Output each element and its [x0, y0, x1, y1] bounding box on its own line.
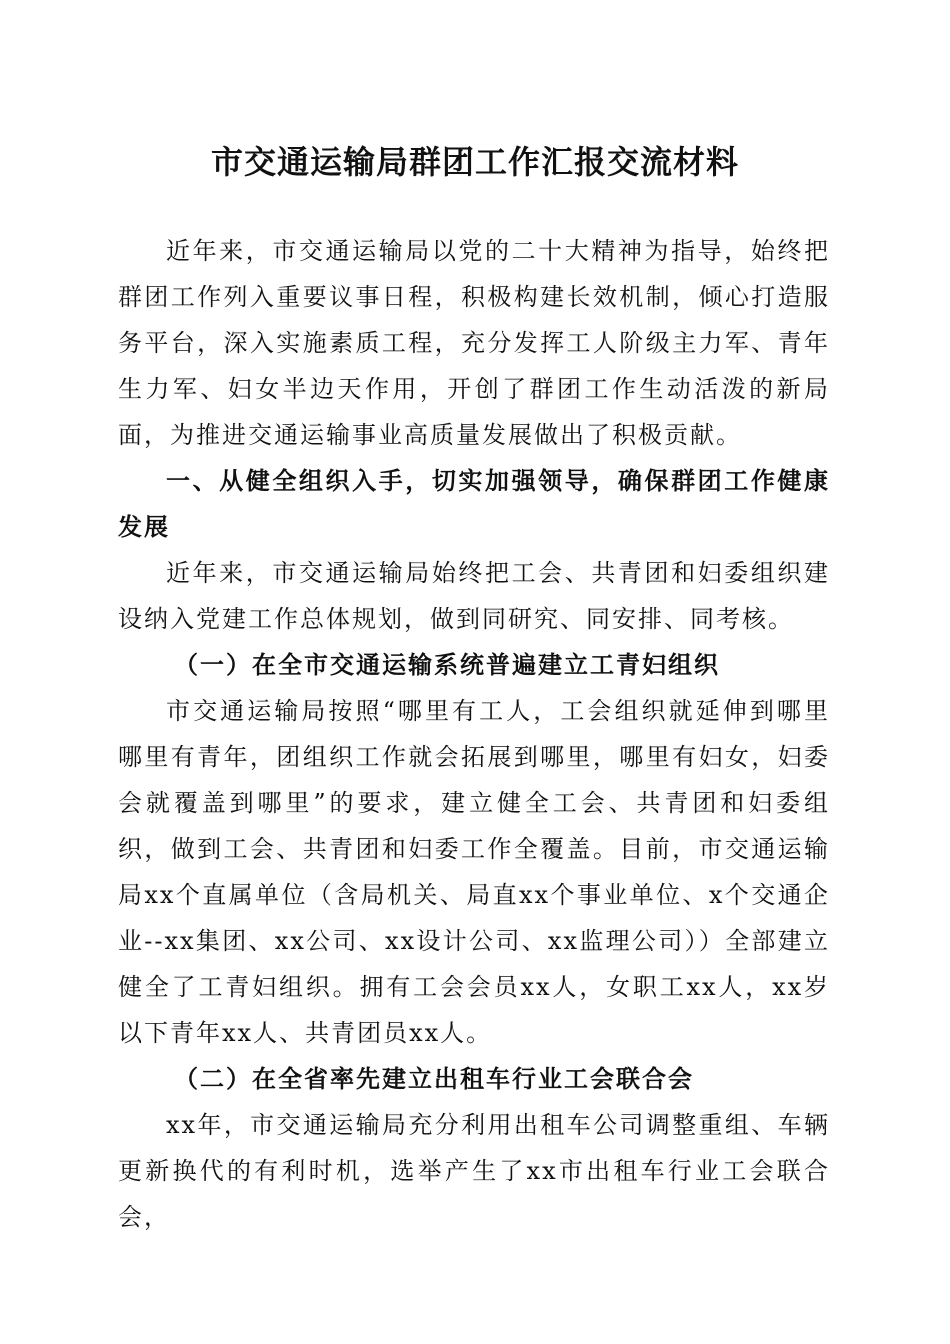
section-heading-1: 一、从健全组织入手，切实加强领导，确保群团工作健康发展	[118, 467, 830, 541]
section-1-paragraph: 近年来，市交通运输局始终把工会、共青团和妇委组织建设纳入党建工作总体规划，做到同研究、同安排、同考核。	[118, 559, 830, 633]
intro-paragraph: 近年来，市交通运输局以党的二十大精神为指导，始终把群团工作列入重要议事日程，积极构建长效机制，倾心打造服务平台，深入实施素质工程，充分发挥工人阶级主力军、青年生力军、妇女半边天作用，开创了群团工作生动活泼的新局面，为推进交通运输事业高质量发展做出了积极贡献。	[118, 237, 830, 449]
subsection-heading-2: （二）在全省率先建立出租车行业工会联合会	[174, 1064, 694, 1093]
document-title: 市交通运输局群团工作汇报交流材料	[210, 143, 739, 181]
subsection-1-paragraph: 市交通运输局按照“哪里有工人，工会组织就延伸到哪里哪里有青年，团组织工作就会拓展到哪里，哪里有妇女，妇委会就覆盖到哪里”的要求，建立健全工会、共青团和妇委组织，做到工会、共青团和妇委工作全覆盖。目前，市交通运输局xx个直属单位（含局机关、局直xx个事业单位、x个交通企业--xx集团、xx公司、xx设计公司、xx监理公司））全部建立健全了工青妇组织。拥有工会会员xx人，女职工xx人，xx岁以下青年xx人、共青团员xx人。	[118, 697, 830, 1047]
document-body	[118, 228, 830, 1240]
subsection-heading-1: （一）在全市交通运输系统普遍建立工青妇组织	[174, 650, 720, 679]
subsection-2-paragraph: xx年，市交通运输局充分利用出租车公司调整重组、车辆更新换代的有利时机，选举产生了xx市出租车行业工会联合会，	[118, 1111, 830, 1231]
